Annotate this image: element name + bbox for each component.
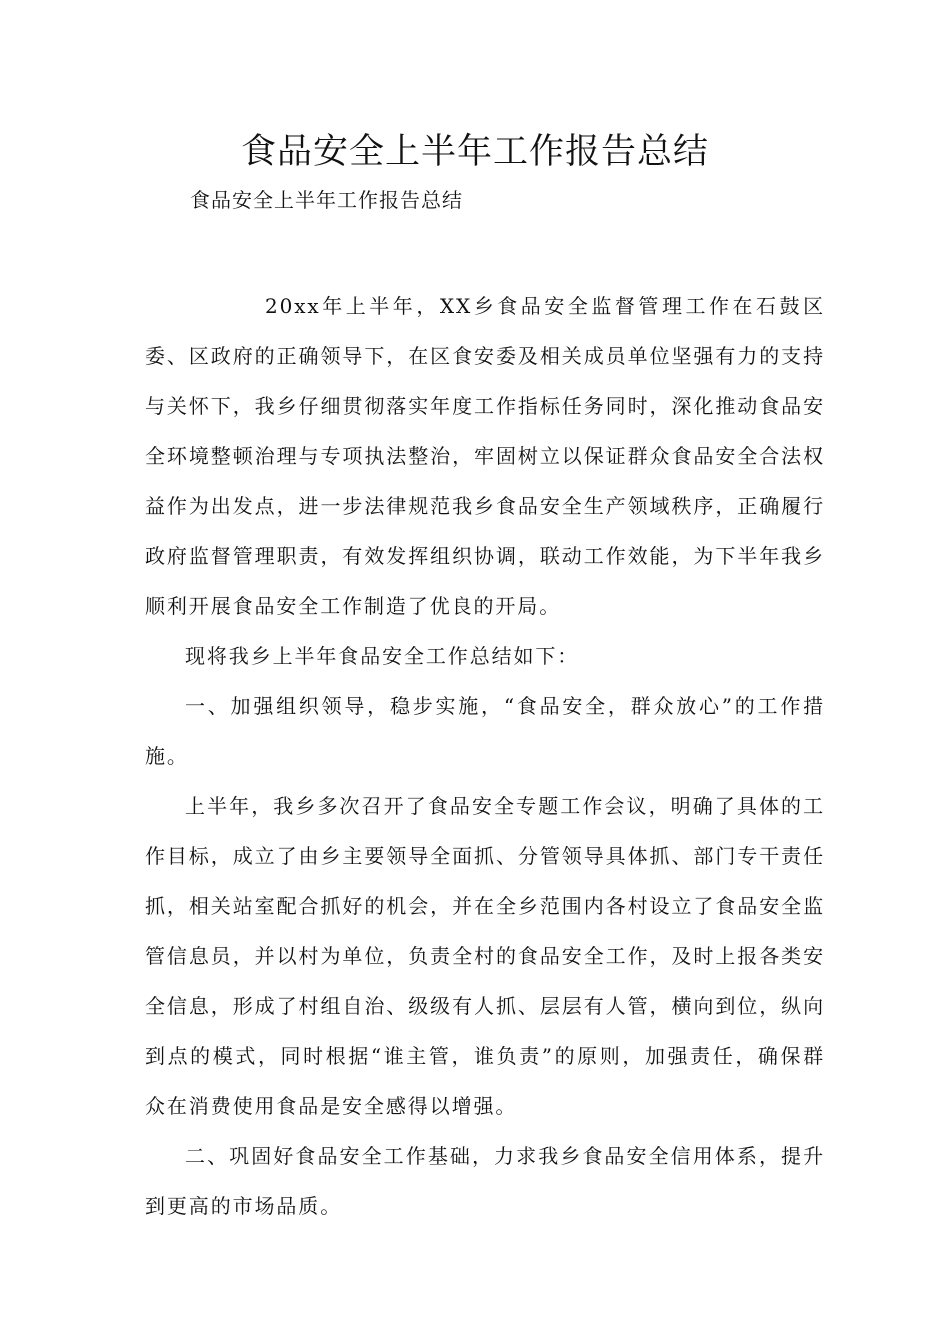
document-title: 食品安全上半年工作报告总结 [240,132,709,172]
document-subtitle: 食品安全上半年工作报告总结 [190,188,463,212]
section-heading-one: 一、加强组织领导，稳步实施，“食品安全，群众放心”的工作措施。 [145,694,825,768]
paragraph-intro: 20xx年上半年，XX乡食品安全监督管理工作在石鼓区委、区政府的正确领导下，在区食安委及相关成员单位坚强有力的支持与关怀下，我乡仔细贯彻落实年度工作指标任务同时，深化推动食品安全环境整顿治理与专项执法整治，牢固树立以保证群众食品安全合法权益作为出发点，进一步法律规范我乡食品安全生产领域秩序，正确履行政府监督管理职责，有效发挥组织协调，联动工作效能，为下半年我乡顺利开展食品安全工作制造了优良的开局。 [145,294,825,618]
document-body [145,281,825,1231]
section-heading-two: 二、巩固好食品安全工作基础，力求我乡食品安全信用体系，提升到更高的市场品质。 [145,1144,825,1218]
paragraph-section-one: 上半年，我乡多次召开了食品安全专题工作会议，明确了具体的工作目标，成立了由乡主要领导全面抓、分管领导具体抓、部门专干责任抓，相关站室配合抓好的机会，并在全乡范围内各村设立了食品安全监管信息员，并以村为单位，负责全村的食品安全工作，及时上报各类安全信息，形成了村组自治、级级有人抓、层层有人管，横向到位，纵向到点的模式，同时根据“谁主管，谁负责”的原则，加强责任，确保群众在消费使用食品是安全感得以增强。 [145,794,825,1118]
paragraph-summary-lead: 现将我乡上半年食品安全工作总结如下： [185,644,580,668]
